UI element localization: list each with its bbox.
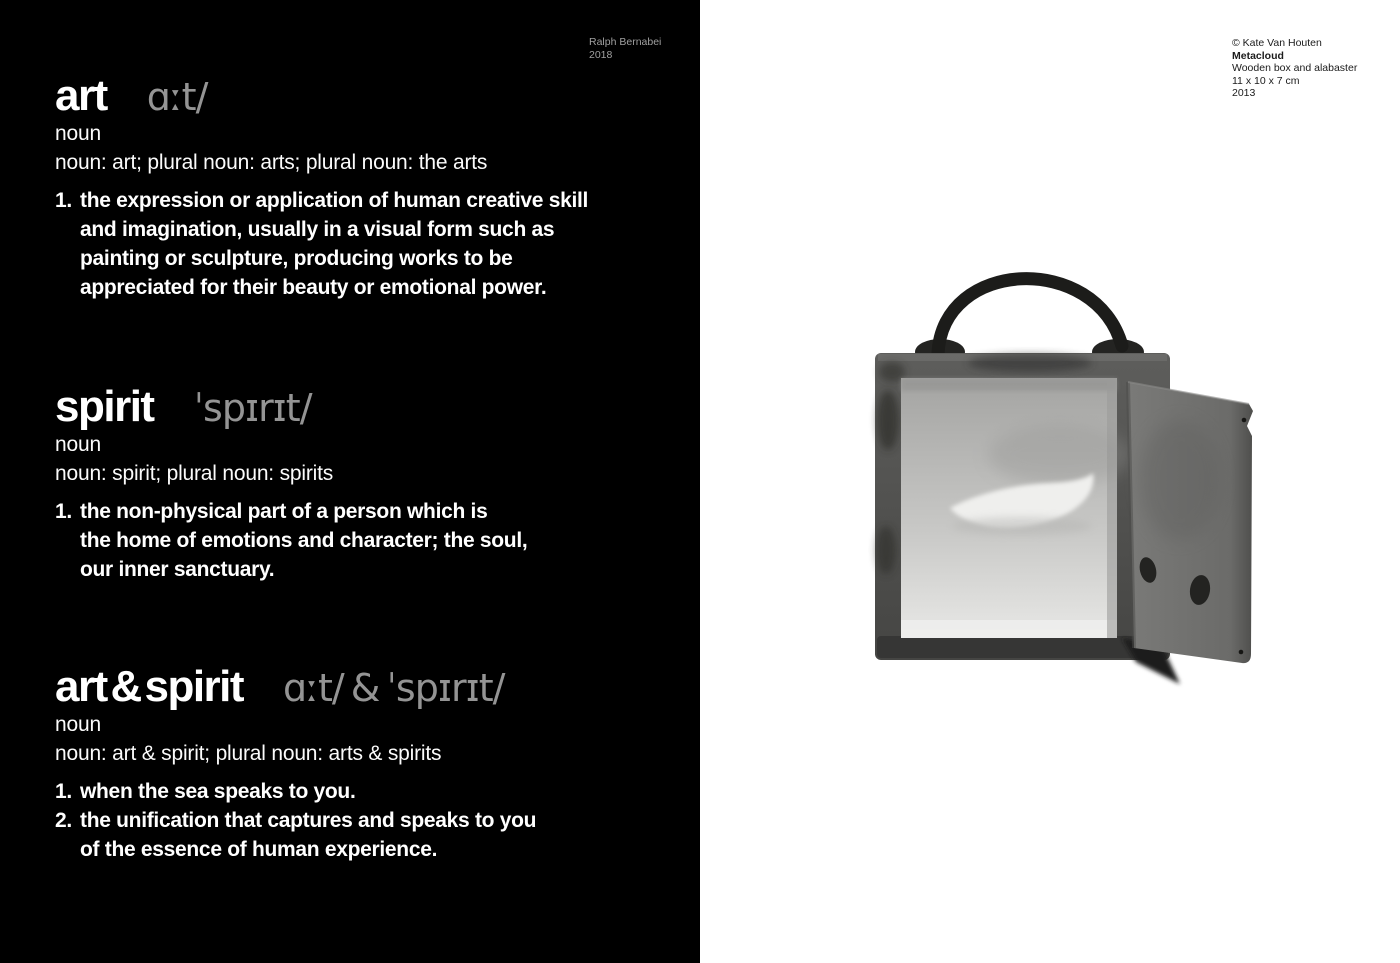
part-of-speech: noun (55, 433, 101, 456)
definition-line: painting or sculpture, producing works to be (80, 247, 513, 270)
definition-list (55, 497, 695, 584)
interior-top-shadow (901, 378, 1117, 391)
door-nail-bottom (1239, 650, 1244, 655)
artwork-title: Metacloud (1232, 49, 1284, 62)
noun-forms: noun: art & spirit; plural noun: arts & spirits (55, 742, 442, 765)
phonetic: ɑːt/ & ˈspɪrɪt/ (283, 666, 505, 710)
phonetic: ˈspɪrɪt/ (193, 386, 312, 430)
frame-knot-shading (877, 390, 899, 450)
definition-item (55, 497, 695, 584)
interior-right-shadow (1107, 378, 1117, 638)
part-of-speech: noun (55, 713, 101, 736)
lid-shading (968, 354, 1092, 372)
definition-list (55, 777, 695, 864)
definition-item (55, 806, 695, 864)
definition-line: the non-physical part of a person which is (80, 500, 488, 523)
headword: art (55, 71, 107, 120)
interior-upper-shade (988, 425, 1132, 485)
definition-line: the expression or application of human creative skill (80, 189, 589, 212)
artwork-copyright: © Kate Van Houten (1232, 37, 1322, 49)
definition-line: when the sea speaks to you. (80, 780, 356, 803)
artwork-medium: Wooden box and alabaster (1232, 62, 1358, 74)
definition-line: the home of emotions and character; the soul, (80, 529, 528, 552)
definition-line: the unification that captures and speaks to you (80, 809, 537, 832)
frame-knot-shading (876, 526, 896, 574)
headword: art & spirit (55, 662, 244, 711)
artwork-credit (1232, 37, 1357, 100)
entry-headword-row (55, 662, 695, 711)
definition-number: 1. (55, 780, 72, 803)
door-wood-shading (1140, 420, 1220, 540)
definition-line: our inner sanctuary. (80, 558, 275, 581)
artwork-dimensions: 11 x 10 x 7 cm (1232, 74, 1300, 87)
author-year: 2018 (589, 49, 613, 61)
noun-forms: noun: art; plural noun: arts; plural noun: the arts (55, 151, 488, 174)
entry-art-and-spirit (55, 662, 695, 864)
author-credit (589, 36, 661, 62)
definition-list (55, 186, 695, 302)
definition-number: 2. (55, 809, 72, 832)
interior-floor-lip (901, 620, 1117, 638)
phonetic: ɑːt/ (146, 75, 208, 119)
part-of-speech: noun (55, 122, 101, 145)
definition-item (55, 186, 695, 302)
definition-line: and imagination, usually in a visual form such as (80, 218, 555, 241)
door-nail-top (1242, 418, 1247, 423)
definition-line: appreciated for their beauty or emotional power. (80, 276, 547, 299)
entry-headword-row (55, 382, 695, 431)
definition-item (55, 777, 695, 806)
metacloud-artwork-image (850, 250, 1290, 695)
artwork-panel (700, 0, 1400, 963)
entry-spirit (55, 382, 695, 584)
author-name: Ralph Bernabei (589, 36, 662, 48)
noun-forms: noun: spirit; plural noun: spirits (55, 462, 334, 485)
entry-headword-row (55, 71, 695, 120)
definition-number: 1. (55, 500, 72, 523)
headword: spirit (55, 382, 154, 431)
box-handle-icon (938, 279, 1122, 354)
cloud-under-shadow (952, 517, 1092, 535)
artwork-year: 2013 (1232, 87, 1256, 99)
definition-number: 1. (55, 189, 72, 212)
definition-line: of the essence of human experience. (80, 838, 438, 861)
entry-art (55, 71, 695, 302)
